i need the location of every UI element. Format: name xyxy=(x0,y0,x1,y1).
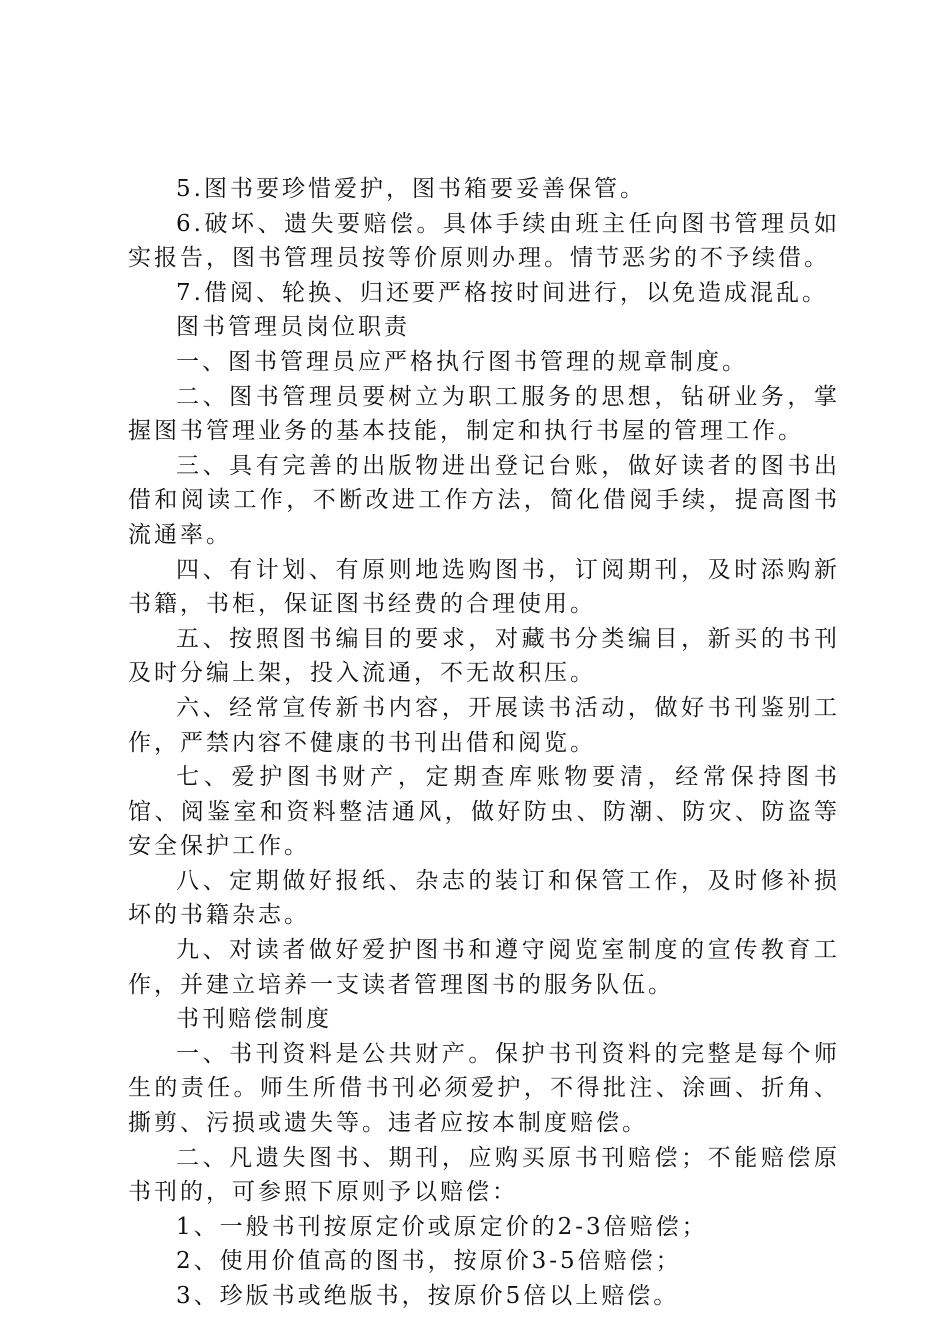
duty-item-4: 四、有计划、有原则地选购图书，订阅期刊，及时添购新书籍，书柜，保证图书经费的合理使用。 xyxy=(128,556,840,618)
duty-item-2: 二、图书管理员要树立为职工服务的思想，钻研业务，掌握图书管理业务的基本技能，制定和执行书屋的管理工作。 xyxy=(128,383,840,445)
duty-item-1: 一、图书管理员应严格执行图书管理的规章制度。 xyxy=(176,348,748,375)
rule-item-6: 6.破坏、遗失要赔偿。具体手续由班主任向图书管理员如实报告，图书管理员按等价原则办理。情节恶劣的不予续借。 xyxy=(128,210,840,272)
rule-item-5: 5.图书要珍惜爱护，图书箱要妥善保管。 xyxy=(176,176,646,202)
compensation-rule-2: 2、使用价值高的图书，按原价3-5倍赔偿； xyxy=(176,1248,682,1275)
section-title-librarian-duties: 图书管理员岗位职责 xyxy=(176,314,410,341)
document-page xyxy=(128,172,840,1314)
duty-item-3: 三、具有完善的出版物进出登记台账，做好读者的图书出借和阅读工作，不断改进工作方法，简化借阅手续，提高图书流通率。 xyxy=(128,452,840,548)
duty-item-8: 八、定期做好报纸、杂志的装订和保管工作，及时修补损坏的书籍杂志。 xyxy=(128,867,840,929)
compensation-rule-3: 3、珍版书或绝版书，按原价5倍以上赔偿。 xyxy=(176,1283,680,1309)
rule-item-7: 7.借阅、轮换、归还要严格按时间进行，以免造成混乱。 xyxy=(176,279,828,306)
compensation-item-2: 二、凡遗失图书、期刊，应购买原书刊赔偿；不能赔偿原书刊的，可参照下原则予以赔偿： xyxy=(128,1144,840,1206)
compensation-rule-1: 1、一般书刊按原定价或原定价的2-3倍赔偿； xyxy=(176,1213,708,1240)
section-title-compensation: 书刊赔偿制度 xyxy=(176,1006,332,1033)
duty-item-6: 六、经常宣传新书内容，开展读书活动，做好书刊鉴别工作，严禁内容不健康的书刊出借和阅览。 xyxy=(128,694,840,756)
duty-item-9: 九、对读者做好爱护图书和遵守阅览室制度的宣传教育工作，并建立培养一支读者管理图书的服务队伍。 xyxy=(128,937,840,998)
duty-item-7: 七、爱护图书财产，定期查库账物要清，经常保持图书馆、阅鉴室和资料整洁通风，做好防虫、防潮、防灾、防盗等安全保护工作。 xyxy=(128,764,840,860)
compensation-item-1: 一、书刊资料是公共财产。保护书刊资料的完整是每个师生的责任。师生所借书刊必须爱护，不得批注、涂画、折角、撕剪、污损或遗失等。违者应按本制度赔偿。 xyxy=(128,1040,840,1137)
duty-item-5: 五、按照图书编目的要求，对藏书分类编目，新买的书刊及时分编上架，投入流通，不无故积压。 xyxy=(128,625,840,687)
